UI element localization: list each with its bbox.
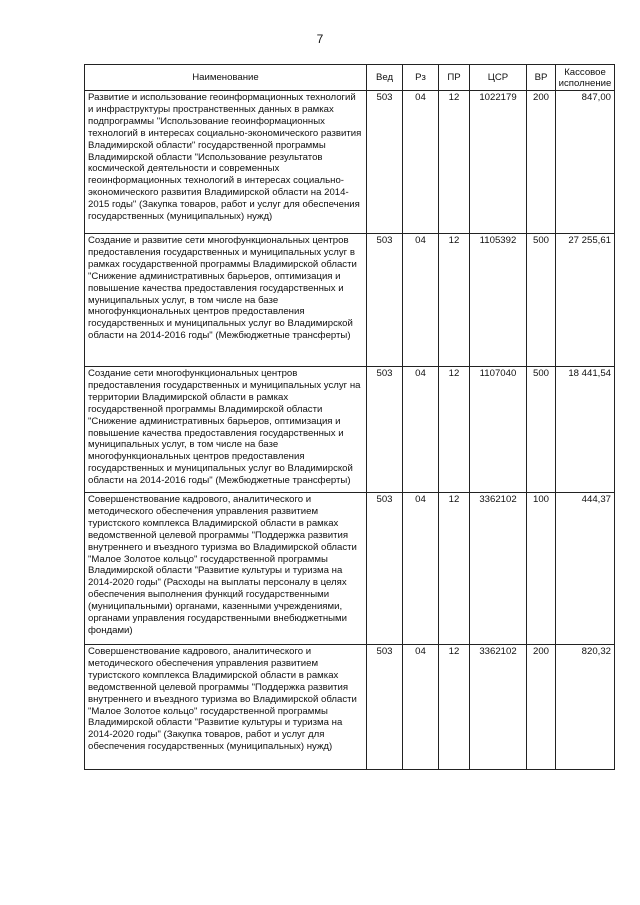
header-ved: Вед xyxy=(367,65,403,91)
row-amount: 444,37 xyxy=(556,493,615,645)
header-vr: ВР xyxy=(527,65,556,91)
header-rz: Рз xyxy=(403,65,439,91)
header-pr: ПР xyxy=(439,65,470,91)
header-amount: Кассовое исполнение xyxy=(556,65,615,91)
row-csr: 3362102 xyxy=(470,645,527,770)
row-amount: 847,00 xyxy=(556,91,615,234)
table-row xyxy=(85,645,615,770)
row-rz: 04 xyxy=(403,234,439,367)
row-vr: 200 xyxy=(527,91,556,234)
row-vr: 500 xyxy=(527,234,556,367)
table-row xyxy=(85,493,615,645)
row-csr: 3362102 xyxy=(470,493,527,645)
row-name: Совершенствование кадрового, аналитического и методического обеспечения управления развитием туристского комплекса Владимирской области в рамках ведомственной целевой программы "Поддержка развития внутреннего и въездного туризма во Владимирской области "Малое Золотое кольцо" государственной программы Владимирской области "Развитие культуры и туризма на 2014-2020 годы" (Расходы на выплаты персоналу в целях обеспечения выполнения функций государственными (муниципальными) органами, казенными учреждениями, органами управления государственными внебюджетными фондами) xyxy=(85,493,367,645)
page-number: 7 xyxy=(316,32,324,46)
row-rz: 04 xyxy=(403,645,439,770)
row-pr: 12 xyxy=(439,367,470,493)
row-ved: 503 xyxy=(367,493,403,645)
row-csr: 1107040 xyxy=(470,367,527,493)
row-ved: 503 xyxy=(367,91,403,234)
row-ved: 503 xyxy=(367,234,403,367)
row-pr: 12 xyxy=(439,645,470,770)
row-pr: 12 xyxy=(439,234,470,367)
row-amount: 27 255,61 xyxy=(556,234,615,367)
row-amount: 820,32 xyxy=(556,645,615,770)
row-name: Совершенствование кадрового, аналитического и методического обеспечения управления развитием туристского комплекса Владимирской области в рамках ведомственной целевой программы "Поддержка развития внутреннего и въездного туризма во Владимирской области "Малое Золотое кольцо" государственной программы Владимирской области "Развитие культуры и туризма на 2014-2020 годы" (Закупка товаров, работ и услуг для обеспечения государственных (муниципальных) нужд) xyxy=(85,645,367,770)
row-vr: 200 xyxy=(527,645,556,770)
table-header-row xyxy=(85,65,615,91)
row-amount: 18 441,54 xyxy=(556,367,615,493)
row-vr: 500 xyxy=(527,367,556,493)
row-name: Развитие и использование геоинформационных технологий и инфраструктуры пространственных данных в рамках подпрограммы "Использование геоинформационных технологий в интересах социально-экономического развития Владимирской области" государственной программы Владимирской области "Использование результатов космической деятельности и современных геоинформационных технологий в интересах социально-экономического развития Владимирской области на 2014-2015 годы" (Закупка товаров, работ и услуг для обеспечения государственных (муниципальных) нужд) xyxy=(85,91,367,234)
budget-execution-table xyxy=(84,64,615,770)
row-vr: 100 xyxy=(527,493,556,645)
row-name: Создание сети многофункциональных центров предоставления государственных и муниципальных услуг на территории Владимирской области в рамках государственной программы Владимирской области "Снижение административных барьеров, оптимизация и повышение качества предоставления государственных и муниципальных услуг, в том числе на базе многофункциональных центров предоставления государственных и муниципальных услуг во Владимирской области на 2014-2016 годы" (Межбюджетные трансферты) xyxy=(85,367,367,493)
row-rz: 04 xyxy=(403,91,439,234)
row-pr: 12 xyxy=(439,91,470,234)
header-csr: ЦСР xyxy=(470,65,527,91)
row-ved: 503 xyxy=(367,645,403,770)
row-rz: 04 xyxy=(403,493,439,645)
row-name: Создание и развитие сети многофункциональных центров предоставления государственных и муниципальных услуг в рамках государственной программы Владимирской области "Снижение административных барьеров, оптимизация и повышение качества предоставления государственных и муниципальных услуг, в том числе на базе многофункциональных центров предоставления государственных и муниципальных услуг во Владимирской области на 2014-2016 годы" (Межбюджетные трансферты) xyxy=(85,234,367,367)
row-rz: 04 xyxy=(403,367,439,493)
row-ved: 503 xyxy=(367,367,403,493)
row-pr: 12 xyxy=(439,493,470,645)
table-row xyxy=(85,367,615,493)
table-row xyxy=(85,234,615,367)
header-name: Наименование xyxy=(85,65,367,91)
row-csr: 1105392 xyxy=(470,234,527,367)
row-csr: 1022179 xyxy=(470,91,527,234)
table-row xyxy=(85,91,615,234)
